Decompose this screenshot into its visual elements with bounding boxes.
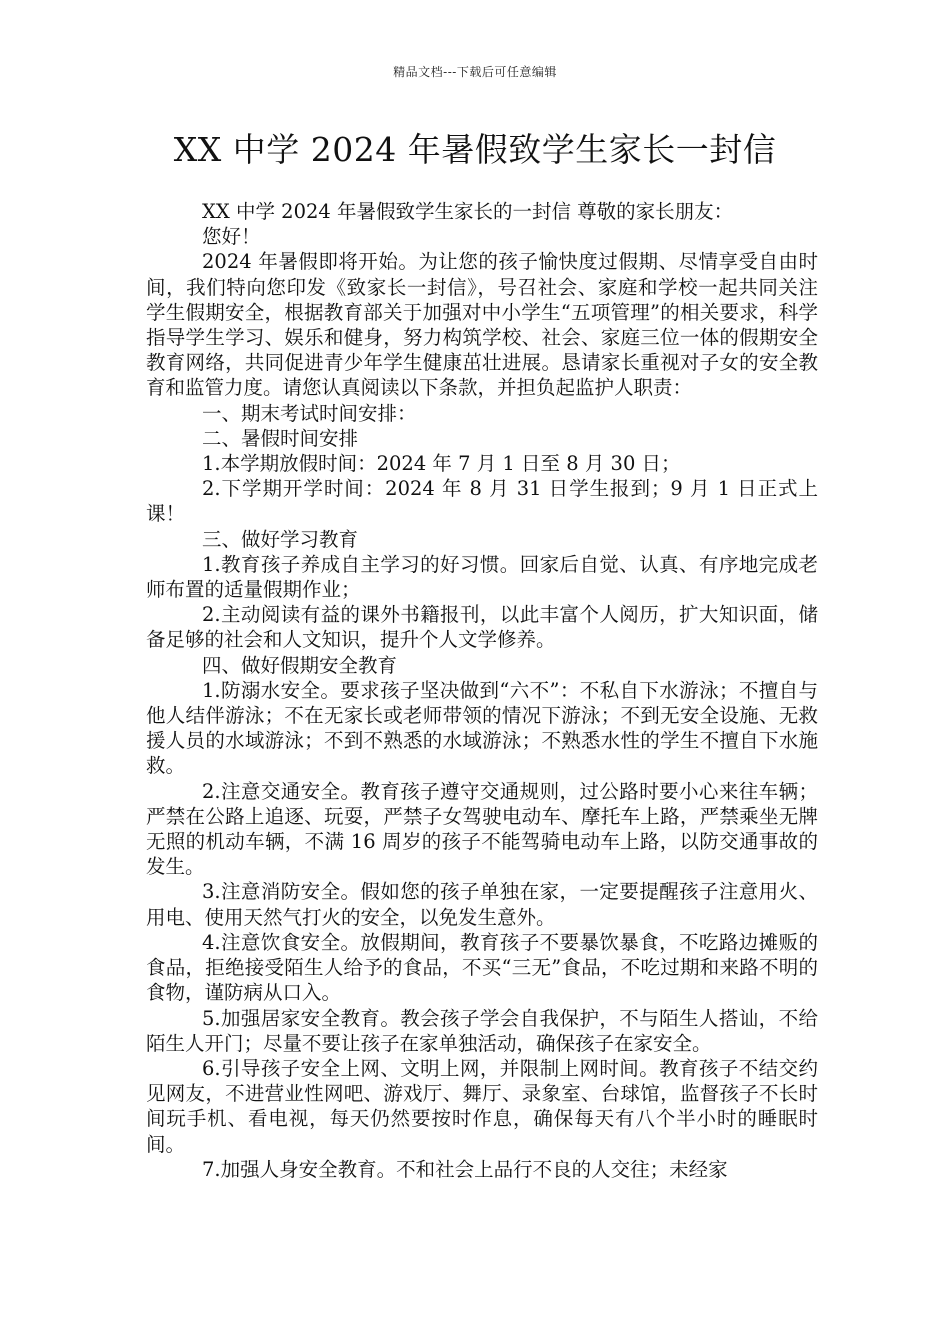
section-heading: 一、期末考试时间安排：: [202, 401, 417, 425]
list-item: 1.教育孩子养成自主学习的好习惯。回家后自觉、认真、有序地完成老师布置的适量假期作业；: [146, 552, 818, 602]
list-item: 3.注意消防安全。假如您的孩子单独在家，一定要提醒孩子注意用火、用电、使用天然气打火的安全，以免发生意外。: [146, 880, 818, 929]
list-item: 5.加强居家安全教育。教会孩子学会自我保护，不与陌生人搭讪，不给陌生人开门；尽量不要让孩子在家单独活动，确保孩子在家安全。: [146, 1006, 818, 1055]
list-item: 1.本学期放假时间：2024 年 7 月 1 日至 8 月 30 日；: [202, 452, 681, 476]
letter-body: [146, 199, 818, 1182]
paragraph: XX 中学 2024 年暑假致学生家长的一封信 尊敬的家长朋友：: [202, 200, 734, 223]
list-item: 1.防溺水安全。要求孩子坚决做到“六不”：不私自下水游泳；不擅自与他人结伴游泳；不在无家长或老师带领的情况下游泳；不到无安全设施、无救援人员的水域游泳；不到不熟悉的水域游泳；不熟悉水性的学生不擅自下水施救。: [146, 678, 818, 778]
list-item: 4.注意饮食安全。放假期间，教育孩子不要暴饮暴食，不吃路边摊贩的食品，拒绝接受陌生人给予的食品，不买“三无”食品，不吃过期和来路不明的食物，谨防病从口入。: [146, 930, 818, 1005]
section-heading: 三、做好学习教育: [202, 527, 359, 551]
section-heading: 二、暑假时间安排: [202, 426, 359, 450]
paragraph: 2024 年暑假即将开始。为让您的孩子愉快度过假期、尽情享受自由时间，我们特向您印发《致家长一封信》，号召社会、家庭和学校一起共同关注学生假期安全，根据教育部关于加强对中小学生“五项管理”的相关要求，科学指导学生学习、娱乐和健身，努力构筑学校、社会、家庭三位一体的假期安全教育网络，共同促进青少年学生健康茁壮进展。恳请家长重视对子女的安全教育和监管力度。请您认真阅读以下条款，并担负起监护人职责：: [146, 250, 818, 400]
header-note: 精品文档---下载后可任意编辑: [393, 65, 557, 79]
paragraph: 您好！: [202, 225, 261, 249]
list-item: 7.加强人身安全教育。不和社会上品行不良的人交往；未经家: [202, 1157, 728, 1181]
list-item: 2.主动阅读有益的课外书籍报刊，以此丰富个人阅历，扩大知识面，储备足够的社会和人文知识，提升个人文学修养。: [146, 603, 818, 652]
list-item: 2.注意交通安全。教育孩子遵守交通规则，过公路时要小心来往车辆；严禁在公路上追逐、玩耍，严禁子女驾驶电动车、摩托车上路，严禁乘坐无牌无照的机动车辆，不满 16 周岁的孩子不能驾骑电动车上路，以防交通事故的发生。: [146, 779, 818, 879]
list-item: 6.引导孩子安全上网、文明上网，并限制上网时间。教育孩子不结交约见网友，不进营业性网吧、游戏厅、舞厅、录象室、台球馆，监督孩子不长时间玩手机、看电视，每天仍然要按时作息，确保每天有八个半小时的睡眠时间。: [146, 1056, 818, 1156]
document-title: XX 中学 2024 年暑假致学生家长一封信: [173, 130, 777, 169]
section-heading: 四、做好假期安全教育: [202, 653, 398, 677]
list-item: 2.下学期开学时间：2024 年 8 月 31 日学生报到；9 月 1 日正式上课！: [146, 477, 818, 526]
